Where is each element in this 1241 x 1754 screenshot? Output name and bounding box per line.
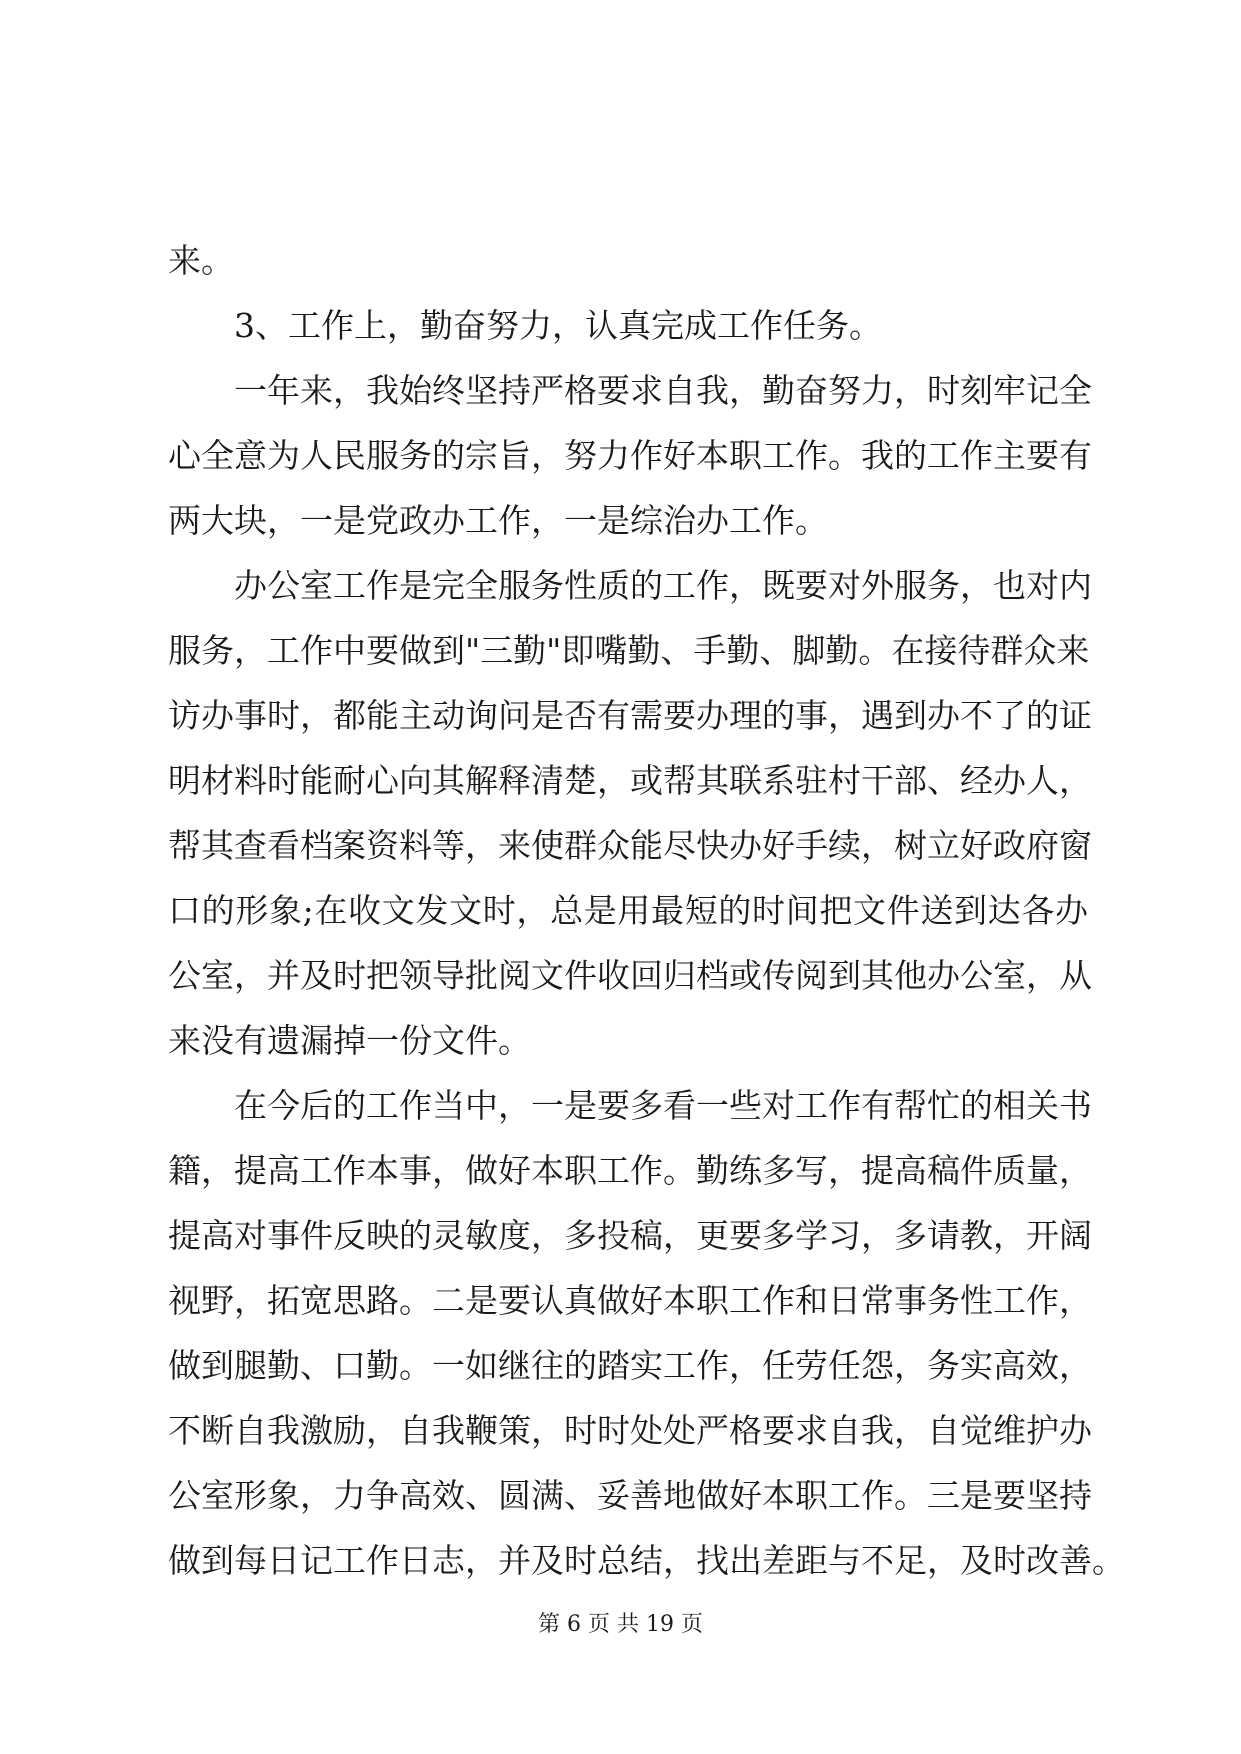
text-line: 在今后的工作当中，一是要多看一些对工作有帮忙的相关书 (234, 1086, 1092, 1125)
page-number-label: 第 6 页 共 19 页 (538, 1612, 703, 1637)
text-line: 心全意为人民服务的宗旨，努力作好本职工作。我的工作主要有 (168, 436, 1092, 475)
text-line: 办公室工作是完全服务性质的工作，既要对外服务，也对内 (234, 566, 1092, 605)
text-line: 明材料时能耐心向其解释清楚，或帮其联系驻村干部、经办人， (168, 761, 1092, 800)
text-line: 来。 (168, 241, 234, 280)
text-line: 提高对事件反映的灵敏度，多投稿，更要多学习，多请教，开阔 (168, 1216, 1092, 1255)
text-line: 口的形象;在收文发文时，总是用最短的时间把文件送到达各办 (168, 891, 1088, 930)
text-line: 做到每日记工作日志，并及时总结，找出差距与不足，及时改善。 (168, 1541, 1125, 1580)
text-line: 3、工作上，勤奋努力，认真完成工作任务。 (234, 306, 882, 345)
page-footer (0, 1610, 1241, 1640)
text-line: 不断自我激励，自我鞭策，时时处处严格要求自我，自觉维护办 (168, 1411, 1092, 1450)
text-line: 公室，并及时把领导批阅文件收回归档或传阅到其他办公室，从 (168, 956, 1092, 995)
text-line: 帮其查看档案资料等，来使群众能尽快办好手续，树立好政府窗 (168, 826, 1092, 865)
text-line: 两大块，一是党政办工作，一是综治办工作。 (168, 501, 828, 540)
text-line: 做到腿勤、口勤。一如继往的踏实工作，任劳任怨，务实高效， (168, 1346, 1092, 1385)
text-line: 来没有遗漏掉一份文件。 (168, 1021, 531, 1060)
text-line: 访办事时，都能主动询问是否有需要办理的事，遇到办不了的证 (168, 696, 1092, 735)
text-line: 服务，工作中要做到"三勤"即嘴勤、手勤、脚勤。在接待群众来 (168, 631, 1090, 670)
text-line: 公室形象，力争高效、圆满、妥善地做好本职工作。三是要坚持 (168, 1476, 1092, 1515)
text-line: 籍，提高工作本事，做好本职工作。勤练多写，提高稿件质量， (168, 1151, 1092, 1190)
document-body (168, 228, 1125, 1593)
text-line: 视野，拓宽思路。二是要认真做好本职工作和日常事务性工作， (168, 1281, 1092, 1320)
text-line: 一年来，我始终坚持严格要求自我，勤奋努力，时刻牢记全 (234, 371, 1092, 410)
